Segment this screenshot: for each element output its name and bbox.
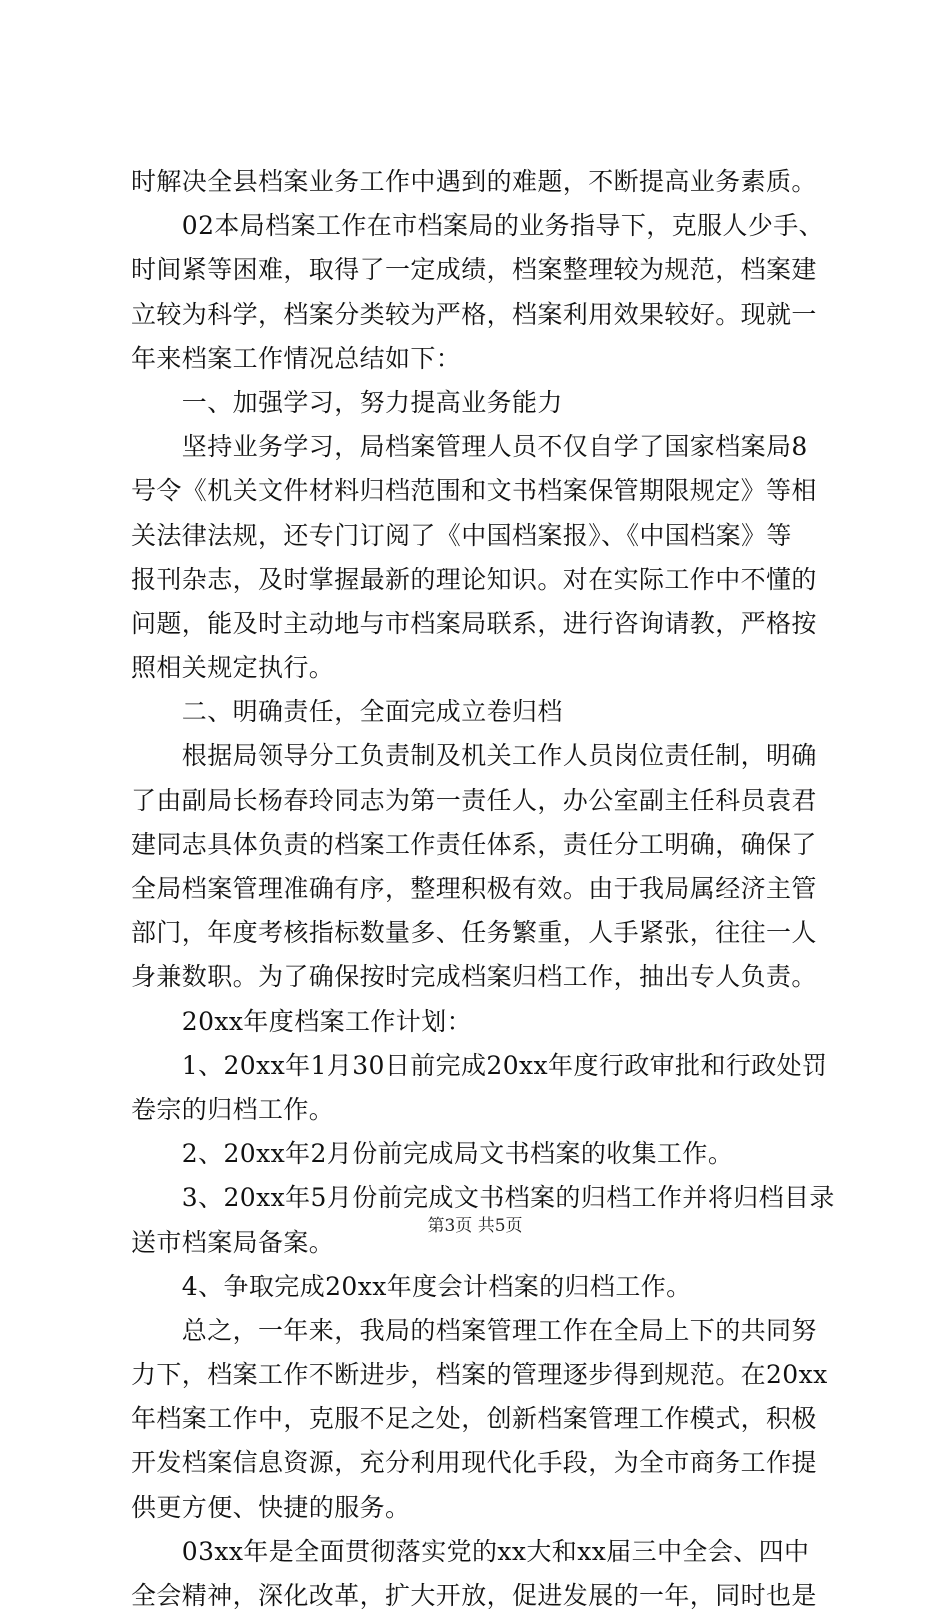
text-line: 全局档案管理准确有序，整理积极有效。由于我局属经济主管	[131, 874, 817, 903]
text-line: 问题，能及时主动地与市档案局联系，进行咨询请教，严格按	[131, 608, 817, 638]
text-line: 身兼数职。为了确保按时完成档案归档工作，抽出专人负责。	[131, 962, 817, 992]
page-number-footer: 第3页 共5页	[427, 1216, 523, 1236]
text-line: 立较为科学，档案分类较为严格，档案利用效果较好。现就一	[131, 299, 817, 329]
plan-item: 2、20xx年2月份前完成局文书档案的收集工作。	[131, 1139, 734, 1169]
text-line: 了由副局长杨春玲同志为第一责任人，办公室副主任科员袁君	[131, 785, 817, 815]
text-line: 年来档案工作情况总结如下：	[131, 343, 462, 373]
plan-item: 4、争取完成20xx年度会计档案的归档工作。	[131, 1271, 692, 1301]
text-line: 报刊杂志，及时掌握最新的理论知识。对在实际工作中不懂的	[131, 564, 817, 594]
section-heading: 二、明确责任，全面完成立卷归档	[131, 697, 563, 727]
text-line: 根据局领导分工负责制及机关工作人员岗位责任制，明确	[131, 741, 817, 771]
text-line: 供更方便、快捷的服务。	[131, 1492, 411, 1522]
plan-heading: 20xx年度档案工作计划：	[131, 1006, 473, 1036]
text-line: 照相关规定执行。	[131, 653, 335, 683]
text-line: 送市档案局备案。	[131, 1227, 335, 1257]
text-line: 开发档案信息资源，充分利用现代化手段，为全市商务工作提	[131, 1448, 817, 1478]
text-line: 年档案工作中，克服不足之处，创新档案管理工作模式，积极	[131, 1404, 817, 1434]
text-line: 关法律法规，还专门订阅了《中国档案报》、《中国档案》等	[131, 520, 792, 550]
plan-item: 1、20xx年1月30日前完成20xx年度行政审批和行政处罚	[131, 1050, 828, 1080]
text-line: 力下，档案工作不断进步，档案的管理逐步得到规范。在20xx	[131, 1360, 828, 1390]
text-line: 号令《机关文件材料归档范围和文书档案保管期限规定》等相	[131, 476, 817, 506]
text-line: 坚持业务学习，局档案管理人员不仅自学了国家档案局8	[131, 432, 808, 462]
text-line: 总之，一年来，我局的档案管理工作在全局上下的共同努	[131, 1315, 817, 1345]
section-heading: 一、加强学习，努力提高业务能力	[131, 387, 563, 417]
text-line: 02本局档案工作在市档案局的业务指导下，克服人少手、	[131, 211, 825, 241]
text-line: 全会精神，深化改革，扩大开放，促进发展的一年，同时也是	[131, 1581, 817, 1610]
text-line: 03xx年是全面贯彻落实党的xx大和xx届三中全会、四中	[131, 1536, 810, 1566]
plan-item: 3、20xx年5月份前完成文书档案的归档工作并将归档目录	[131, 1183, 835, 1213]
text-line: 时间紧等困难，取得了一定成绩，档案整理较为规范，档案建	[131, 255, 817, 285]
text-line: 时解决全县档案业务工作中遇到的难题，不断提高业务素质。	[131, 167, 817, 196]
text-line: 卷宗的归档工作。	[131, 1094, 335, 1124]
document-body	[131, 160, 836, 1618]
text-line: 部门，年度考核指标数量多、任务繁重，人手紧张，往往一人	[131, 918, 817, 948]
text-line: 建同志具体负责的档案工作责任体系，责任分工明确，确保了	[131, 829, 817, 859]
